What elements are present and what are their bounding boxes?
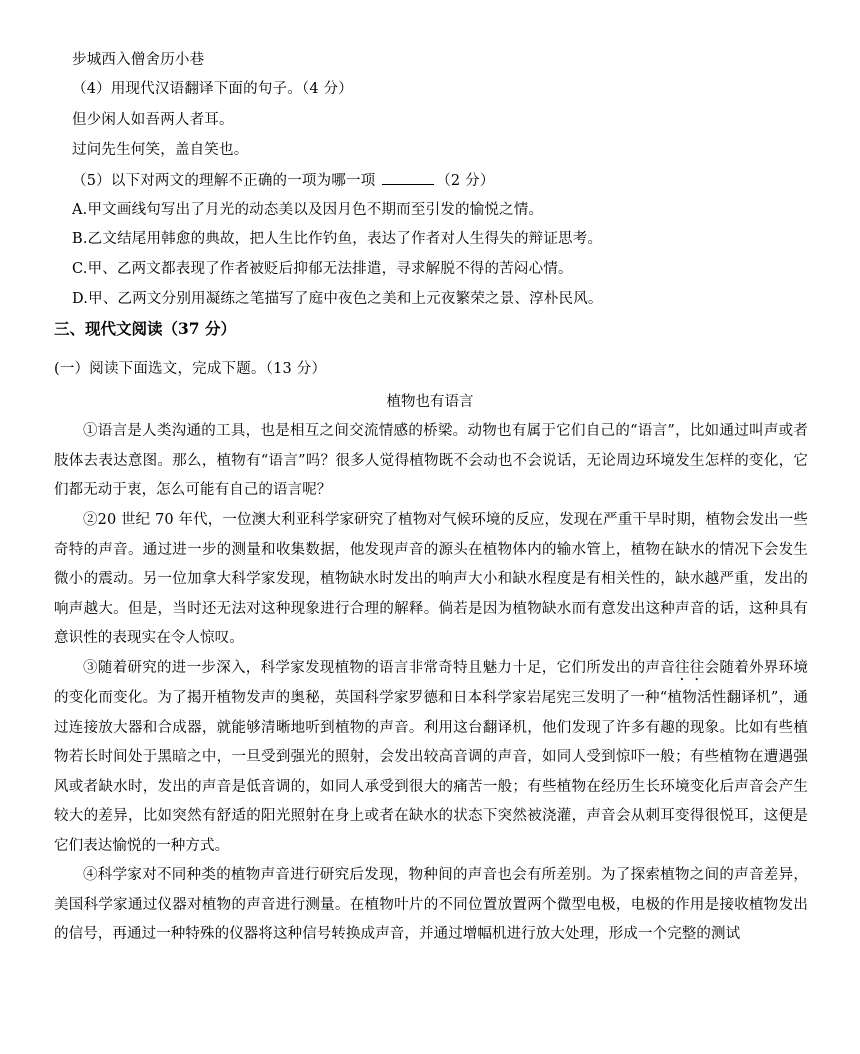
question-5-score: （2 分） — [436, 173, 495, 189]
paragraph-3-emphasis: 往往 — [675, 660, 705, 676]
option-a: A.甲文画线句写出了月光的动态美以及因月色不期而至引发的愉悦之情。 — [72, 202, 544, 218]
option-b: B.乙文结尾用韩愈的典故，把人生比作钓鱼，表达了作者对人生得失的辩证思考。 — [72, 231, 603, 247]
section-heading: 三、现代文阅读（37 分） — [54, 319, 236, 338]
question-4: （4）用现代汉语翻译下面的句子。（4 分） — [72, 81, 354, 97]
paragraph-3-part-a: ③随着研究的进一步深入，科学家发现植物的语言非常奇特且魅力十足，它们所发出的声音 — [83, 660, 675, 676]
question-5-text: （5）以下对两文的理解不正确的一项为哪一项 — [72, 173, 381, 189]
paragraph-3 — [54, 654, 808, 862]
translate-sentence-2: 过问先生何笑，盖自笑也。 — [72, 142, 249, 158]
section-subheading: (一）阅读下面选文，完成下题。（13 分） — [54, 361, 327, 377]
text-line-1: 步城西入僧舍历小巷 — [72, 52, 205, 68]
translate-sentence-1: 但少闲人如吾两人者耳。 — [72, 112, 234, 128]
answer-blank[interactable] — [382, 170, 434, 185]
question-5 — [72, 170, 495, 191]
paragraph-4: ④科学家对不同种类的植物声音进行研究后发现，物种间的声音也会有所差别。为了探索植物之间的声音差异，美国科学家通过仪器对植物的声音进行测量。在植物叶片的不同位置放置两个微型电极，电极的作用是接收植物发出的信号，再通过一种特殊的仪器将这种信号转换成声音，并通过增幅机进行放大处理，形成一个完整的测试 — [54, 867, 808, 943]
paragraph-2: ②20 世纪 70 年代，一位澳大利亚科学家研究了植物对气候环境的反应，发现在严重干旱时期，植物会发出一些奇特的声音。通过进一步的测量和收集数据，他发现声音的源头在植物体内的输水管上，植物在缺水的情况下会发生微小的震动。另一位加拿大科学家发现，植物缺水时发出的响声大小和缺水程度是有相关性的，缺水越严重，发出的响声越大。但是，当时还无法对这种现象进行合理的解释。倘若是因为植物缺水而有意发出这种声音的话，这种具有意识性的表现实在令人惊叹。 — [54, 512, 808, 647]
article-title: 植物也有语言 — [386, 394, 474, 410]
paragraph-1: ①语言是人类沟通的工具，也是相互之间交流情感的桥梁。动物也有属于它们自己的“语言”，比如通过叫声或者肢体去表达意图。那么，植物有“语言”吗？很多人觉得植物既不会动也不会说话，无论周边环境发生怎样的变化，它们都无动于衷，怎么可能有自己的语言呢？ — [54, 423, 808, 499]
paragraph-3-part-b: 会随着外界环境的变化而变化。为了揭开植物发声的奥秘，英国科学家罗德和日本科学家岩尾宪三发明了一种“植物活性翻译机”，通过连接放大器和合成器，就能够清晰地听到植物的声音。利用这台翻译机，他们发现了许多有趣的现象。比如有些植物若长时间处于黑暗之中，一旦受到强光的照射，会发出较高音调的声音，如同人受到惊吓一般；有些植物在遭遇强风或者缺水时，发出的声音是低音调的，如同人承受到很大的痛苦一般；有些植物在经历生长环境变化后声音会产生较大的差异，比如突然有舒适的阳光照射在身上或者在缺水的状态下突然被浇灌，声音会从刺耳变得很悦耳，这便是它们表达愉悦的一种方式。 — [54, 660, 809, 854]
option-d: D.甲、乙两文分别用凝练之笔描写了庭中夜色之美和上元夜繁荣之景、淳朴民风。 — [72, 291, 603, 307]
option-c: C.甲、乙两文都表现了作者被贬后抑郁无法排遣，寻求解脱不得的苦闷心情。 — [72, 261, 573, 277]
